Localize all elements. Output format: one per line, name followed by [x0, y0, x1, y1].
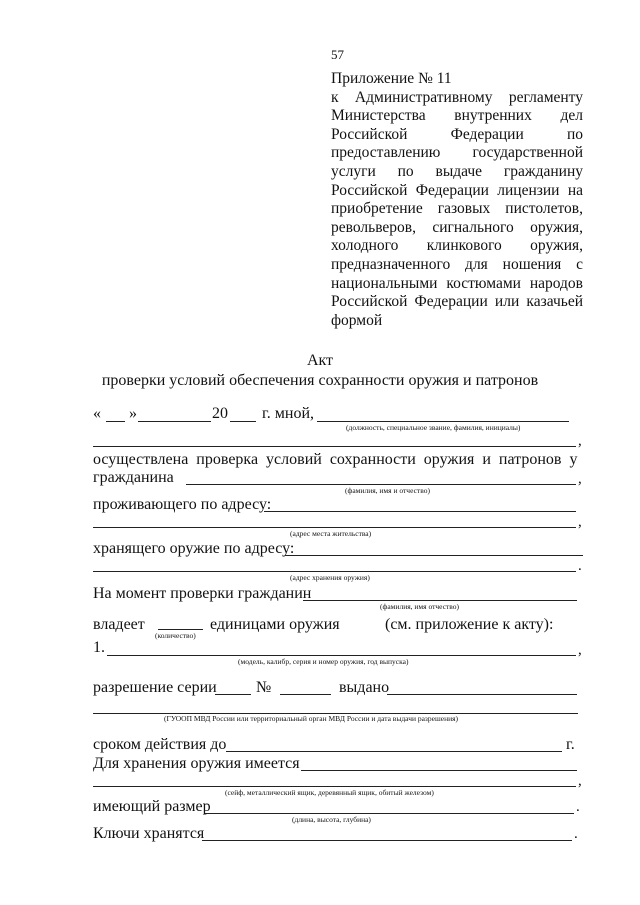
appendix-line: предоставлению государственной [331, 144, 583, 162]
hint-residence: (адрес места жительства) [290, 529, 372, 538]
storage-address-field[interactable] [285, 555, 583, 556]
residence-address-field[interactable] [264, 511, 576, 512]
appendix-line: к Административному регламенту [331, 88, 583, 106]
storing-label: хранящего оружие по адресу: [93, 540, 295, 557]
appendix-header [331, 70, 583, 330]
act-subtitle: проверки условий обеспечения сохранности оружия и патронов [101, 372, 539, 389]
comma: , [578, 471, 582, 487]
comma: , [578, 773, 582, 789]
issuer-field[interactable] [387, 694, 577, 695]
appendix-line: национальными костюмами народов [331, 274, 583, 292]
storage-address-field-continued[interactable] [93, 571, 576, 572]
size-label: имеющий размер [93, 798, 211, 815]
performed-text: осуществлена проверка условий сохранности оружия и патронов у [93, 451, 578, 468]
act-title: Акт [306, 352, 334, 369]
inspector-field[interactable] [317, 421, 569, 422]
issued-label: выдано [339, 679, 390, 696]
keys-label: Ключи хранятся [93, 825, 205, 842]
permit-number-field[interactable] [280, 694, 331, 695]
units-label: единицами оружия [210, 616, 340, 633]
year-prefix: 20 [212, 405, 228, 422]
appendix-line: услуги по выдаче гражданину [331, 162, 583, 180]
period: . [578, 558, 582, 574]
permit-series-label: разрешение серии [93, 679, 217, 696]
hint-quantity: (количество) [155, 631, 196, 640]
date-open-quote: « [93, 405, 101, 422]
appendix-title: Приложение № 11 [331, 70, 452, 87]
residence-address-field-continued[interactable] [93, 527, 576, 528]
appendix-line: Российской Федерации лицензии на [331, 181, 583, 199]
hint-container: (сейф, металлический ящик, деревянный ящик, обитый железом) [225, 788, 434, 797]
citizen-name-field-2[interactable] [303, 600, 577, 601]
residing-label: проживающего по адресу: [93, 496, 272, 513]
weapon-details-field[interactable] [107, 655, 576, 656]
appendix-line: Российской Федерации или казачьей [331, 293, 583, 311]
number-sign: № [256, 679, 272, 696]
dimensions-field[interactable] [205, 813, 574, 814]
see-appendix-label: (см. приложение к акту): [385, 616, 554, 633]
citizen-name-field[interactable] [186, 484, 576, 485]
comma: , [578, 514, 582, 530]
permit-series-field[interactable] [215, 694, 251, 695]
validity-date-field[interactable] [226, 751, 562, 752]
appendix-line: холодного клинкового оружия, [331, 237, 583, 255]
appendix-line: Министерства внутренних дел [331, 107, 583, 125]
container-field-continued[interactable] [93, 786, 576, 787]
comma: , [578, 642, 582, 658]
hint-storage: (адрес хранения оружия) [290, 573, 370, 582]
appendix-line: формой [331, 311, 383, 329]
period: . [574, 826, 578, 842]
quantity-field[interactable] [158, 629, 203, 630]
hint-fio: (фамилия, имя и отчество) [345, 486, 430, 495]
owns-label: владеет [93, 616, 145, 633]
hint-issuer: (ГУООП МВД России или территориальный орган МВД России и дата выдачи разрешения) [164, 714, 459, 723]
hint-dimensions: (длина, высота, глубина) [292, 815, 371, 824]
appendix-line: предназначенного для ношения с [331, 255, 583, 273]
date-close-quote: » [129, 405, 137, 422]
month-field[interactable] [138, 421, 211, 422]
appendix-line: Российской Федерации по [331, 125, 583, 143]
page-number: 57 [331, 47, 344, 62]
validity-label: сроком действия до [93, 736, 227, 753]
hint-position: (должность, специальное звание, фамилия, инициалы) [346, 423, 521, 432]
at-check-label: На момент проверки гражданин [93, 585, 312, 602]
appendix-line: револьверов, сигнального оружия, [331, 218, 583, 236]
day-field[interactable] [106, 421, 125, 422]
inspector-field-continued[interactable] [93, 446, 576, 447]
comma: , [578, 433, 582, 449]
container-field[interactable] [301, 770, 577, 771]
hint-fio-2: (фамилия, имя отчество) [380, 602, 460, 611]
year-abbr: г. [566, 736, 575, 753]
by-me-label: г. мной, [262, 405, 315, 422]
year-field[interactable] [230, 421, 256, 422]
keys-location-field[interactable] [202, 840, 572, 841]
storage-exists-label: Для хранения оружия имеется [93, 755, 300, 772]
citizen-label: гражданина [93, 469, 174, 486]
hint-model: (модель, калибр, серия и номер оружия, год выпуска) [238, 657, 409, 666]
period: . [576, 799, 580, 815]
appendix-line: приобретение газовых пистолетов, [331, 200, 583, 218]
item-number: 1. [93, 639, 105, 656]
